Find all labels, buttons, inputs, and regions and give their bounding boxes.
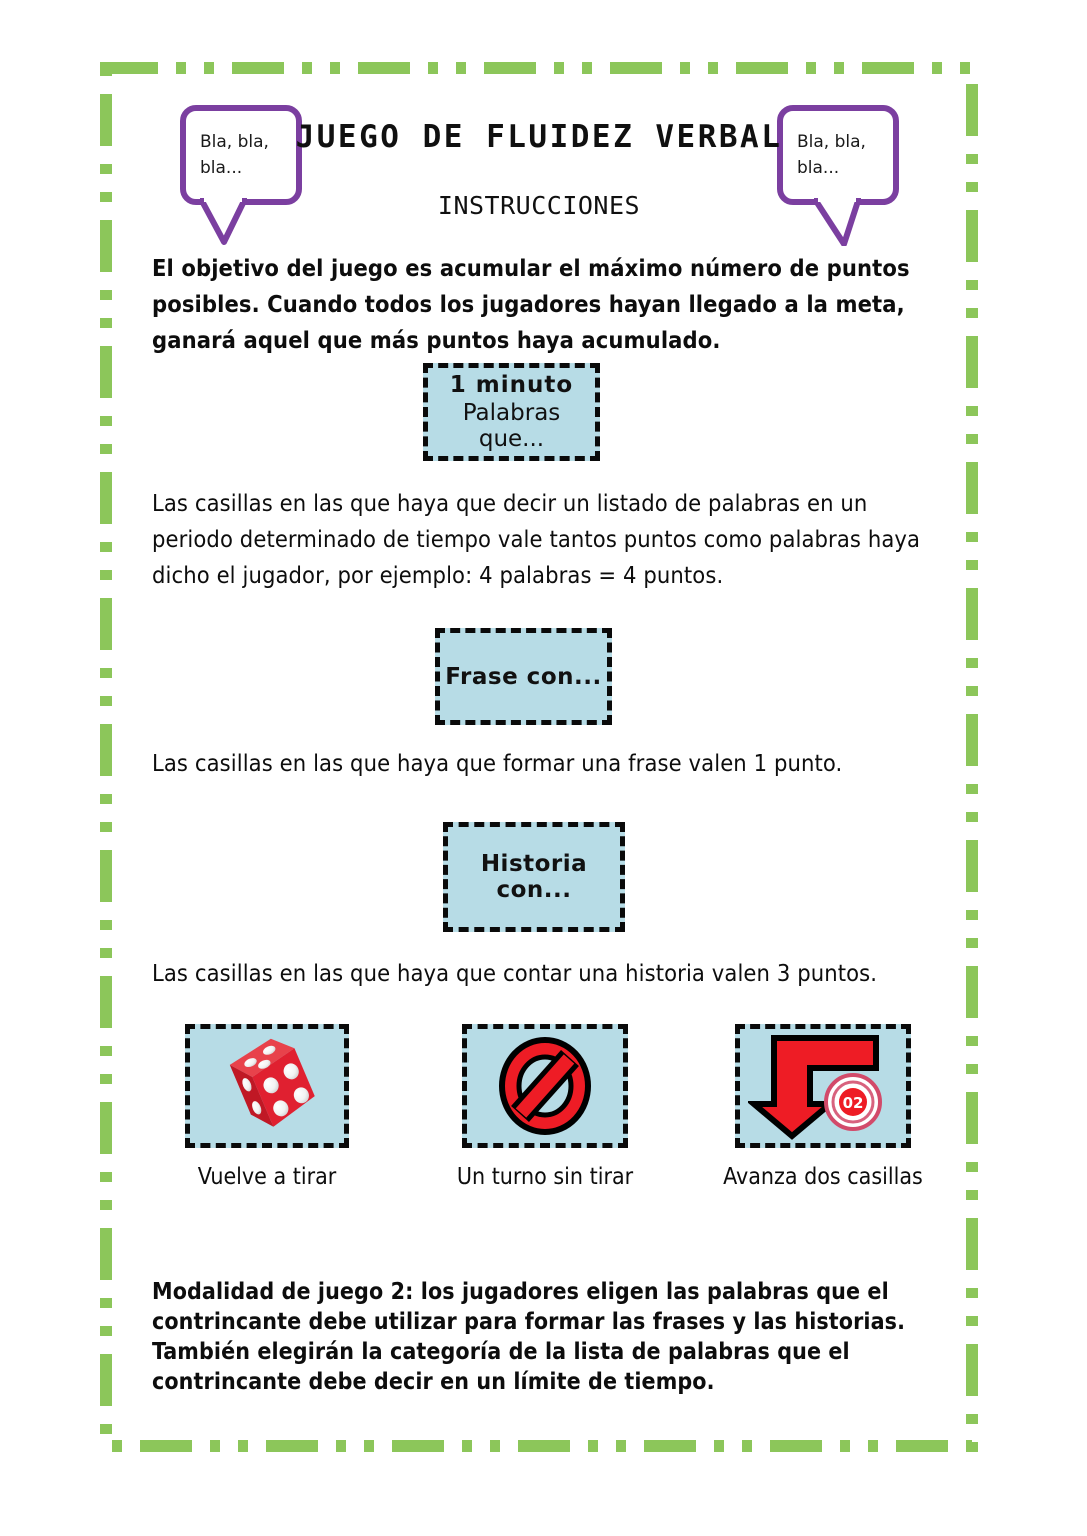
- document-header: [100, 95, 978, 240]
- turn-arrow-two-icon: [748, 1030, 898, 1142]
- paragraph-objetivo: El objetivo del juego es acumular el máximo número de puntos posibles. Cuando todos los jugadores hayan llegado a la meta, ganará aquel que más puntos haya acumulado.: [152, 254, 910, 354]
- no-entry-sign-icon: [494, 1034, 596, 1138]
- card-un-minuto: [423, 363, 600, 461]
- icon-card-vuelve-a-tirar: [152, 1024, 382, 1190]
- card-un-minuto-line1: 1 minuto: [449, 372, 574, 398]
- card-frase-con-line1: Frase con...: [445, 663, 602, 690]
- badge-02-icon: [826, 1075, 880, 1129]
- speech-bubble-right-text: Bla, bla, bla...: [797, 131, 866, 178]
- card-un-minuto-line2: Palabras que...: [462, 400, 561, 452]
- card-historia-con-line1: Historia con...: [480, 851, 588, 903]
- paragraph-modalidad-2: Modalidad de juego 2: los jugadores eligen las palabras que el contrincante debe utilizar para formar las frases y las historias. También elegirán la categoría de la lista de palabras que el contrincante debe decir en un límite de tiempo.: [152, 1279, 906, 1395]
- icon-card-frame-no-entry: [462, 1024, 628, 1148]
- paragraph-palabras-puntos: Las casillas en las que haya que decir un listado de palabras en un periodo determinado de tiempo vale tantos puntos como palabras haya dicho el jugador, por ejemplo: 4 palabras = 4 puntos.: [152, 489, 921, 589]
- icon-card-frame-dice: [185, 1024, 349, 1148]
- icon-card-avanza-dos-casillas: [708, 1024, 938, 1190]
- speech-bubble-left-text: Bla, bla, bla...: [200, 131, 269, 178]
- icon-card-row: [152, 1024, 942, 1204]
- icon-card-frame-turn-arrow: [735, 1024, 911, 1148]
- icon-caption-avanza-dos-casillas: Avanza dos casillas: [723, 1164, 923, 1190]
- card-historia-con: [443, 822, 625, 932]
- icon-card-un-turno-sin-tirar: [430, 1024, 660, 1190]
- badge-02-label: 02: [842, 1094, 864, 1112]
- page-title: JUEGO DE FLUIDEZ VERBAL: [295, 119, 783, 155]
- card-frase-con: [435, 628, 612, 725]
- paragraph-historia-puntos: Las casillas en las que haya que contar una historia valen 3 puntos.: [152, 959, 878, 987]
- paragraph-frase-puntos: Las casillas en las que haya que formar una frase valen 1 punto.: [152, 749, 843, 777]
- page-subtitle: INSTRUCCIONES: [437, 191, 641, 220]
- red-dice-icon: [211, 1032, 323, 1140]
- icon-caption-un-turno-sin-tirar: Un turno sin tirar: [456, 1164, 634, 1190]
- icon-caption-vuelve-a-tirar: Vuelve a tirar: [197, 1164, 337, 1190]
